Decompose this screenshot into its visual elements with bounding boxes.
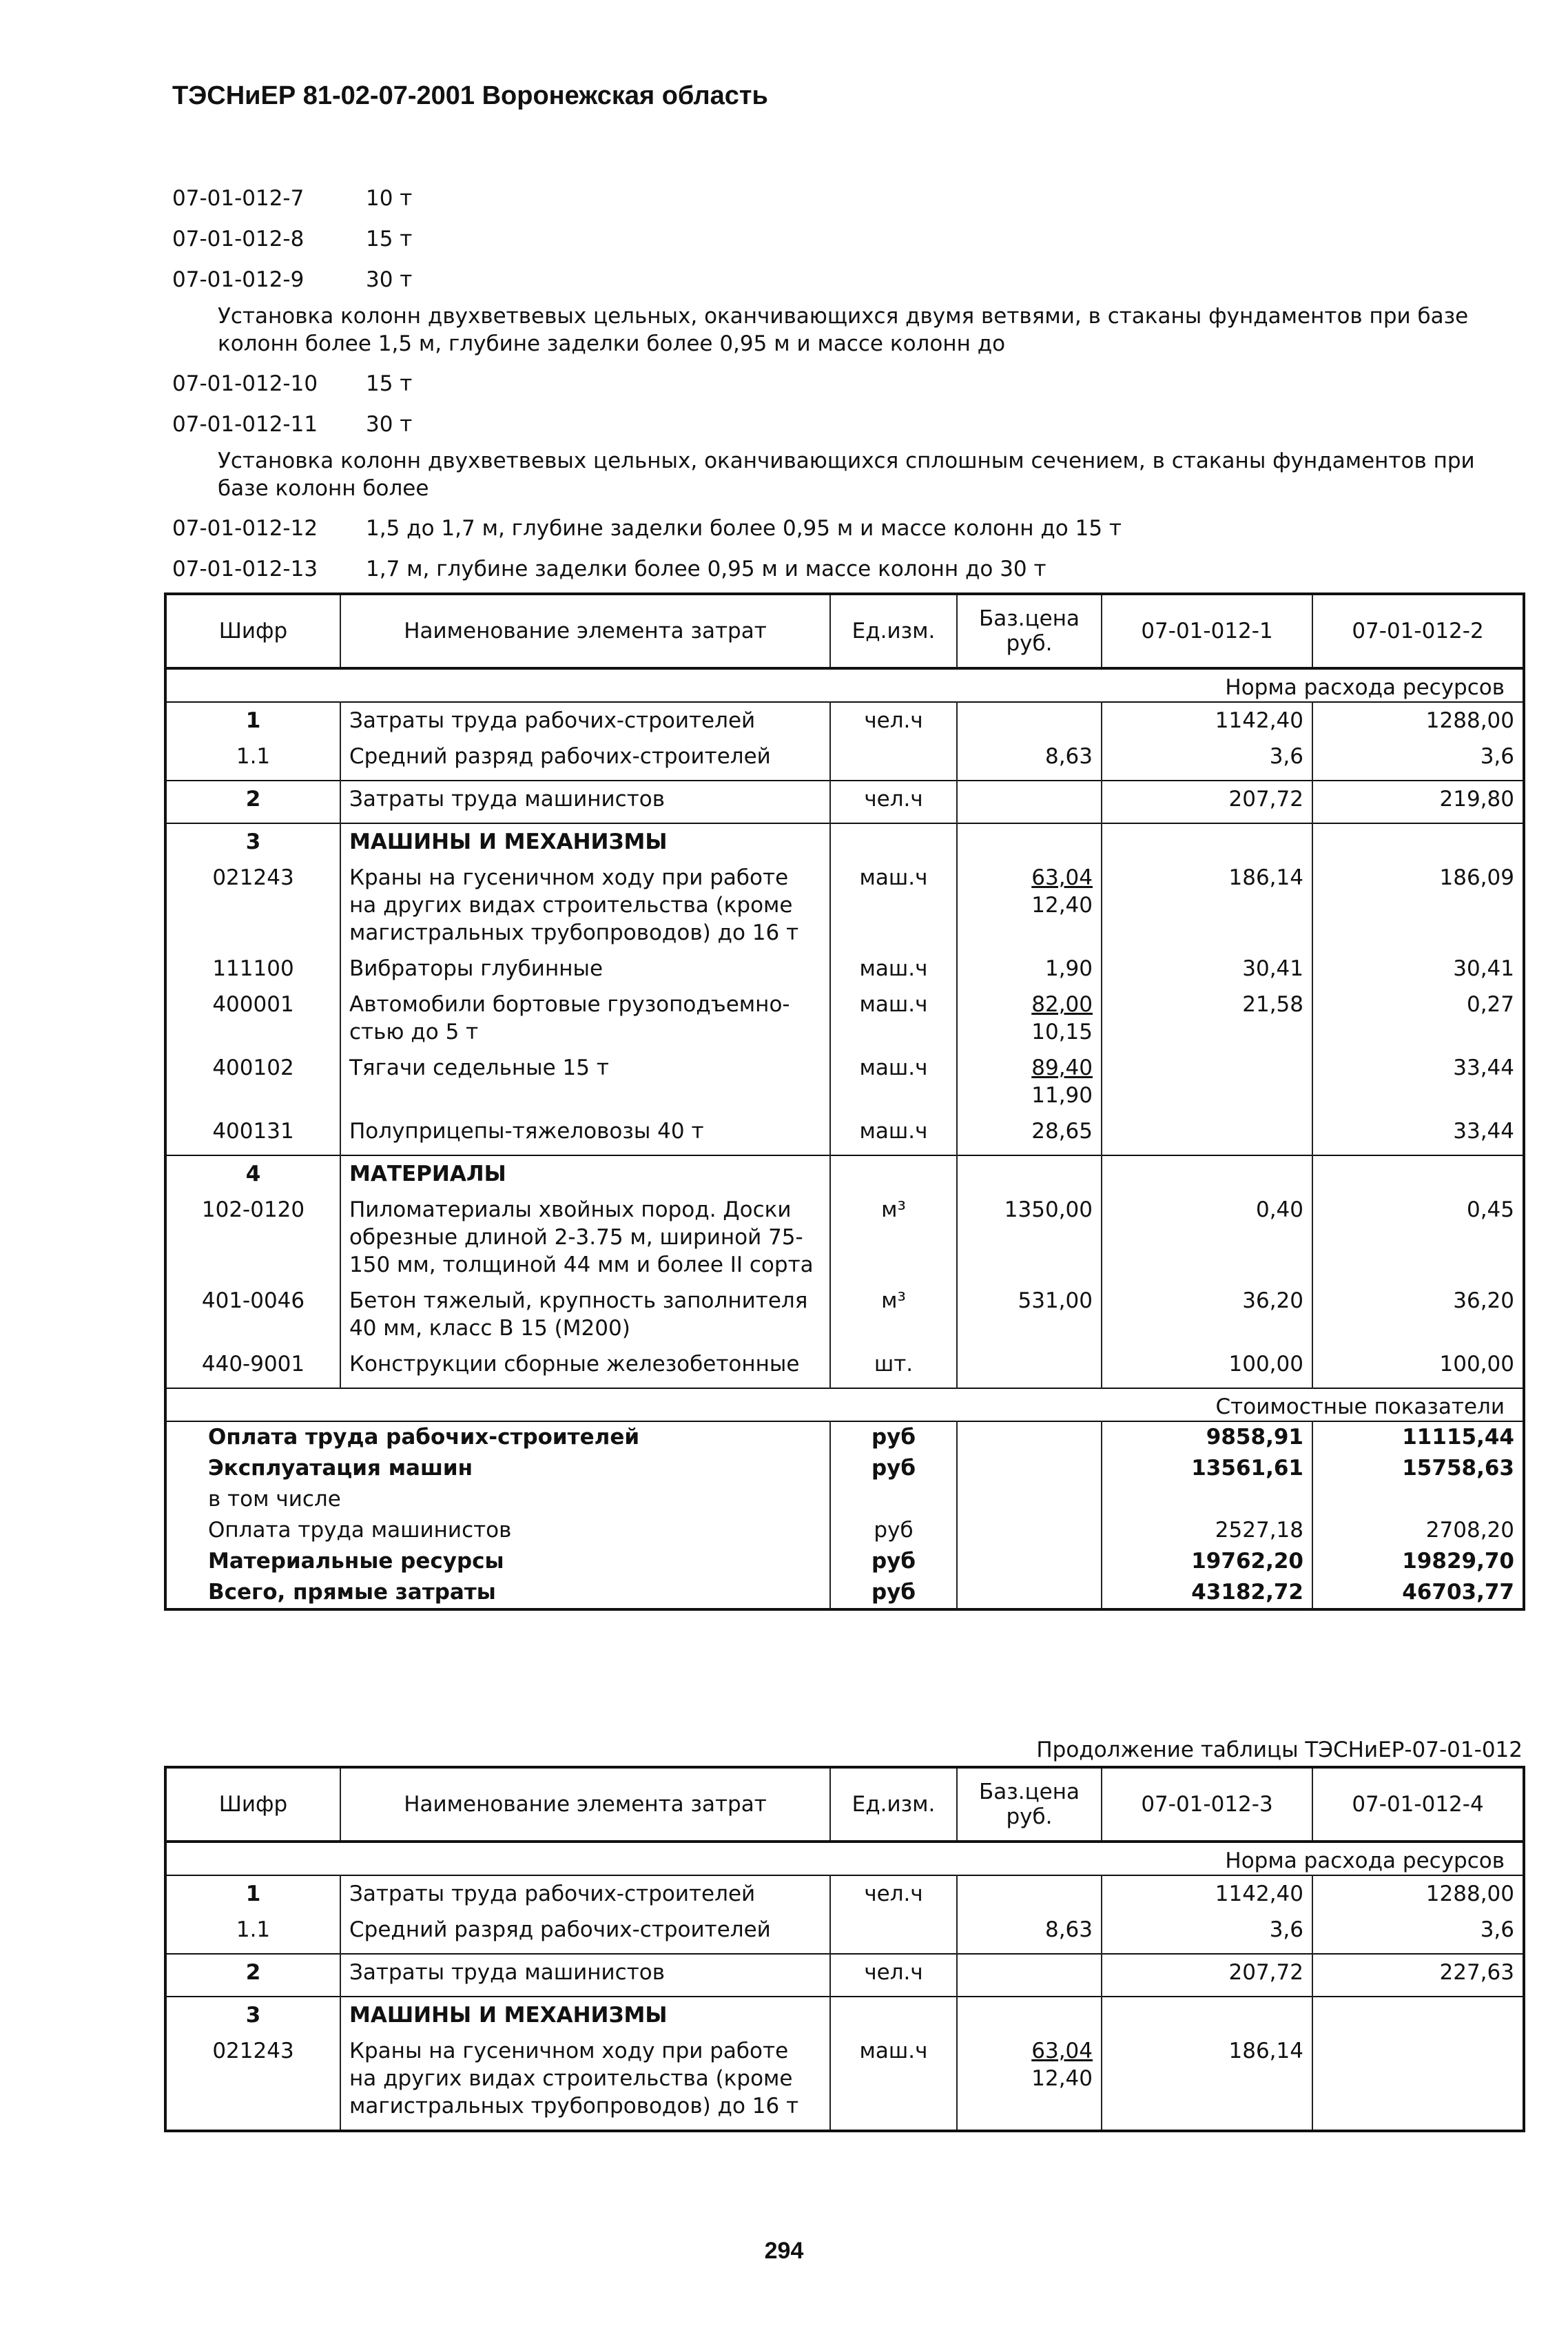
value-cell-2: 0,45 bbox=[1312, 1192, 1524, 1283]
value-cell-2 bbox=[1312, 823, 1524, 860]
value-cell-1 bbox=[1102, 823, 1312, 860]
price-value: 28,65 bbox=[1031, 1119, 1093, 1144]
name-cell: Средний разряд рабочих-строителей bbox=[340, 739, 830, 781]
summary-unit bbox=[830, 1484, 957, 1515]
header-row bbox=[165, 594, 1524, 668]
unit-cell: м³ bbox=[830, 1283, 957, 1346]
header-cell: Баз.цена руб. bbox=[957, 594, 1102, 668]
value-cell-1: 3,6 bbox=[1102, 739, 1312, 781]
price-cell bbox=[957, 951, 1102, 987]
norm-text: 15 т bbox=[366, 371, 413, 396]
value-cell-1: 36,20 bbox=[1102, 1283, 1312, 1346]
price-cell bbox=[957, 1050, 1102, 1113]
price-value: 1,90 bbox=[1044, 956, 1093, 981]
norm-code: 07-01-012-9 bbox=[172, 267, 305, 292]
code-line bbox=[172, 404, 1523, 444]
price-wage: 12,40 bbox=[1031, 2066, 1093, 2091]
unit-cell: чел.ч bbox=[830, 702, 957, 739]
header-cell: 07-01-012-4 bbox=[1312, 1767, 1524, 1842]
value-cell-2: 30,41 bbox=[1312, 951, 1524, 987]
price-value: 1350,00 bbox=[1004, 1197, 1093, 1222]
page-title: ТЭСНиЕР 81-02-07-2001 Воронежская область bbox=[172, 81, 768, 110]
value-cell-2: 100,00 bbox=[1312, 1346, 1524, 1388]
name-cell: Затраты труда рабочих-строителей bbox=[340, 1875, 830, 1912]
norm-description: Установка колонн двухветвевых цельных, оканчивающихся сплошным сечением, в стаканы фундаментов при базе колонн более bbox=[218, 449, 1475, 501]
value-cell-2: 33,44 bbox=[1312, 1050, 1524, 1113]
norm-band bbox=[165, 668, 1524, 702]
code-cell: 401-0046 bbox=[165, 1283, 340, 1346]
summary-price bbox=[957, 1484, 1102, 1515]
value-cell-2: 3,6 bbox=[1312, 739, 1524, 781]
price-value: 82,00 bbox=[1031, 992, 1093, 1017]
header-cell: Наименование элемента затрат bbox=[340, 594, 830, 668]
name-cell: Тягачи седельные 15 т bbox=[340, 1050, 830, 1113]
unit-cell: маш.ч bbox=[830, 987, 957, 1050]
table-row bbox=[165, 951, 1524, 987]
table-row bbox=[165, 1192, 1524, 1283]
value-cell-2: 219,80 bbox=[1312, 781, 1524, 823]
price-value: 63,04 bbox=[1031, 865, 1093, 890]
summary-value-1: 9858,91 bbox=[1102, 1421, 1312, 1453]
value-cell-1 bbox=[1102, 1113, 1312, 1155]
name-cell: МАТЕРИАЛЫ bbox=[340, 1155, 830, 1192]
unit-cell bbox=[830, 739, 957, 781]
price-value: 531,00 bbox=[1018, 1288, 1093, 1313]
value-cell-1: 100,00 bbox=[1102, 1346, 1312, 1388]
summary-value-2 bbox=[1312, 1484, 1524, 1515]
header-cell: 07-01-012-2 bbox=[1312, 594, 1524, 668]
value-cell-2: 3,6 bbox=[1312, 1912, 1524, 1954]
price-cell bbox=[957, 1283, 1102, 1346]
unit-cell bbox=[830, 1155, 957, 1192]
price-wage: 11,90 bbox=[1031, 1083, 1093, 1108]
table-header bbox=[165, 594, 1524, 668]
table-row bbox=[165, 823, 1524, 860]
value-cell-1: 30,41 bbox=[1102, 951, 1312, 987]
norm-description: Установка колонн двухветвевых цельных, оканчивающихся двумя ветвями, в стаканы фундаментов при базе колонн более 1,5 м, глубине заделки более 0,95 м и массе колонн до bbox=[218, 304, 1469, 356]
header-cell: 07-01-012-3 bbox=[1102, 1767, 1312, 1842]
code-cell: 111100 bbox=[165, 951, 340, 987]
price-value: 63,04 bbox=[1031, 2039, 1093, 2063]
norm-code: 07-01-012-13 bbox=[172, 556, 318, 581]
code-line bbox=[172, 218, 1523, 259]
code-line bbox=[172, 363, 1523, 404]
name-cell: Вибраторы глубинные bbox=[340, 951, 830, 987]
table-row bbox=[165, 1997, 1524, 2033]
page-number: 294 bbox=[764, 2238, 804, 2264]
table-row bbox=[165, 702, 1524, 739]
norm-text: 30 т bbox=[366, 411, 413, 437]
table-row bbox=[165, 1113, 1524, 1155]
norm-code: 07-01-012-8 bbox=[172, 226, 305, 251]
price-cell bbox=[957, 1113, 1102, 1155]
code-cell: 400001 bbox=[165, 987, 340, 1050]
summary-name: Оплата труда рабочих-строителей bbox=[165, 1421, 830, 1453]
code-cell: 440-9001 bbox=[165, 1346, 340, 1388]
resource-table-2 bbox=[164, 1766, 1525, 2132]
summary-name: в том числе bbox=[165, 1484, 830, 1515]
unit-cell: маш.ч bbox=[830, 1050, 957, 1113]
name-cell: Затраты труда рабочих-строителей bbox=[340, 702, 830, 739]
table-row bbox=[165, 1155, 1524, 1192]
value-cell-1: 1142,40 bbox=[1102, 702, 1312, 739]
table-row bbox=[165, 2033, 1524, 2131]
price-cell bbox=[957, 781, 1102, 823]
band-row bbox=[165, 668, 1524, 702]
summary-value-2: 46703,77 bbox=[1312, 1577, 1524, 1609]
summary-value-2: 2708,20 bbox=[1312, 1515, 1524, 1546]
summary-group bbox=[165, 1421, 1524, 1609]
norm-text: 15 т bbox=[366, 226, 413, 251]
summary-unit: руб bbox=[830, 1577, 957, 1609]
unit-cell: маш.ч bbox=[830, 1113, 957, 1155]
name-cell: Затраты труда машинистов bbox=[340, 781, 830, 823]
code-cell: 400102 bbox=[165, 1050, 340, 1113]
summary-row bbox=[165, 1484, 1524, 1515]
summary-price bbox=[957, 1515, 1102, 1546]
value-cell-2: 36,20 bbox=[1312, 1283, 1524, 1346]
unit-cell: чел.ч bbox=[830, 1954, 957, 1997]
name-cell: МАШИНЫ И МЕХАНИЗМЫ bbox=[340, 823, 830, 860]
price-wage: 12,40 bbox=[1031, 893, 1093, 918]
header-cell: 07-01-012-1 bbox=[1102, 594, 1312, 668]
code-cell: 3 bbox=[165, 823, 340, 860]
value-cell-2 bbox=[1312, 1155, 1524, 1192]
table-header bbox=[165, 1767, 1524, 1842]
unit-cell bbox=[830, 823, 957, 860]
name-cell: Полуприцепы-тяжеловозы 40 т bbox=[340, 1113, 830, 1155]
value-cell-1: 207,72 bbox=[1102, 781, 1312, 823]
code-cell: 021243 bbox=[165, 2033, 340, 2131]
code-cell: 1 bbox=[165, 702, 340, 739]
value-cell-2: 1288,00 bbox=[1312, 702, 1524, 739]
summary-name: Эксплуатация машин bbox=[165, 1453, 830, 1484]
value-cell-2: 0,27 bbox=[1312, 987, 1524, 1050]
norm-code: 07-01-012-7 bbox=[172, 185, 305, 211]
value-cell-2 bbox=[1312, 2033, 1524, 2131]
price-cell bbox=[957, 1997, 1102, 2033]
value-cell-1: 21,58 bbox=[1102, 987, 1312, 1050]
summary-unit: руб bbox=[830, 1453, 957, 1484]
price-value: 89,40 bbox=[1031, 1055, 1093, 1080]
summary-row bbox=[165, 1577, 1524, 1609]
code-line bbox=[172, 259, 1523, 300]
price-value: 8,63 bbox=[1044, 1917, 1093, 1942]
summary-value-2: 11115,44 bbox=[1312, 1421, 1524, 1453]
row-group bbox=[165, 1954, 1524, 1997]
price-cell bbox=[957, 1192, 1102, 1283]
header-cell: Ед.изм. bbox=[830, 1767, 957, 1842]
table-row bbox=[165, 1954, 1524, 1997]
code-cell: 1.1 bbox=[165, 1912, 340, 1954]
table-row bbox=[165, 1050, 1524, 1113]
summary-value-1 bbox=[1102, 1484, 1312, 1515]
summary-price bbox=[957, 1546, 1102, 1577]
row-group bbox=[165, 702, 1524, 781]
price-value: 8,63 bbox=[1044, 744, 1093, 769]
code-cell: 3 bbox=[165, 1997, 340, 2033]
header-row bbox=[165, 1767, 1524, 1842]
price-wage: 10,15 bbox=[1031, 1020, 1093, 1044]
norm-label: Норма расхода ресурсов bbox=[1225, 675, 1505, 700]
cost-label: Стоимостные показатели bbox=[1215, 1394, 1505, 1419]
value-cell-1: 3,6 bbox=[1102, 1912, 1312, 1954]
table-row bbox=[165, 1346, 1524, 1388]
norm-label: Норма расхода ресурсов bbox=[1225, 1848, 1505, 1873]
table-row bbox=[165, 860, 1524, 951]
summary-value-1: 43182,72 bbox=[1102, 1577, 1312, 1609]
continuation-label: Продолжение таблицы ТЭСНиЕР-07-01-012 bbox=[1036, 1738, 1523, 1762]
summary-row bbox=[165, 1421, 1524, 1453]
row-group bbox=[165, 1875, 1524, 1954]
value-cell-2: 227,63 bbox=[1312, 1954, 1524, 1997]
name-cell: Конструкции сборные железобетонные bbox=[340, 1346, 830, 1388]
band-row bbox=[165, 1388, 1524, 1421]
norm-code: 07-01-012-11 bbox=[172, 411, 318, 437]
summary-unit: руб bbox=[830, 1546, 957, 1577]
table-row bbox=[165, 987, 1524, 1050]
value-cell-1: 186,14 bbox=[1102, 860, 1312, 951]
code-line bbox=[172, 548, 1523, 589]
norm-band bbox=[165, 1842, 1524, 1875]
code-cell: 021243 bbox=[165, 860, 340, 951]
code-cell: 2 bbox=[165, 781, 340, 823]
value-cell-2 bbox=[1312, 1997, 1524, 2033]
header-cell: Ед.изм. bbox=[830, 594, 957, 668]
name-cell: МАШИНЫ И МЕХАНИЗМЫ bbox=[340, 1997, 830, 2033]
price-cell bbox=[957, 823, 1102, 860]
unit-cell: маш.ч bbox=[830, 951, 957, 987]
row-group bbox=[165, 823, 1524, 1155]
row-group bbox=[165, 1997, 1524, 2131]
value-cell-1: 0,40 bbox=[1102, 1192, 1312, 1283]
price-cell bbox=[957, 987, 1102, 1050]
norm-code: 07-01-012-12 bbox=[172, 515, 318, 541]
price-cell bbox=[957, 860, 1102, 951]
price-cell bbox=[957, 1346, 1102, 1388]
unit-cell: м³ bbox=[830, 1192, 957, 1283]
summary-price bbox=[957, 1421, 1102, 1453]
norm-text: 30 т bbox=[366, 267, 413, 292]
unit-cell: шт. bbox=[830, 1346, 957, 1388]
norm-text: 10 т bbox=[366, 185, 413, 211]
table-row bbox=[165, 1283, 1524, 1346]
price-cell bbox=[957, 1912, 1102, 1954]
value-cell-1: 1142,40 bbox=[1102, 1875, 1312, 1912]
code-cell: 400131 bbox=[165, 1113, 340, 1155]
unit-cell: чел.ч bbox=[830, 781, 957, 823]
unit-cell: маш.ч bbox=[830, 2033, 957, 2131]
table-row bbox=[165, 781, 1524, 823]
summary-row bbox=[165, 1515, 1524, 1546]
price-cell bbox=[957, 1155, 1102, 1192]
header-cell: Баз.цена руб. bbox=[957, 1767, 1102, 1842]
norm-text: 1,5 до 1,7 м, глубине заделки более 0,95 м и массе колонн до 15 т bbox=[366, 515, 1122, 541]
name-cell: Краны на гусеничном ходу при работе на других видах строительства (кроме магистральных трубопроводов) до 16 т bbox=[340, 2033, 830, 2131]
value-cell-2: 186,09 bbox=[1312, 860, 1524, 951]
code-cell: 2 bbox=[165, 1954, 340, 1997]
summary-price bbox=[957, 1577, 1102, 1609]
summary-name: Оплата труда машинистов bbox=[165, 1515, 830, 1546]
summary-price bbox=[957, 1453, 1102, 1484]
table-row bbox=[165, 739, 1524, 781]
header-cell: Наименование элемента затрат bbox=[340, 1767, 830, 1842]
unit-cell: маш.ч bbox=[830, 860, 957, 951]
summary-row bbox=[165, 1453, 1524, 1484]
price-cell bbox=[957, 1954, 1102, 1997]
unit-cell bbox=[830, 1997, 957, 2033]
price-cell bbox=[957, 702, 1102, 739]
code-cell: 1.1 bbox=[165, 739, 340, 781]
table-row bbox=[165, 1912, 1524, 1954]
summary-row bbox=[165, 1546, 1524, 1577]
value-cell-1: 207,72 bbox=[1102, 1954, 1312, 1997]
name-cell: Затраты труда машинистов bbox=[340, 1954, 830, 1997]
value-cell-1: 186,14 bbox=[1102, 2033, 1312, 2131]
value-cell-2: 1288,00 bbox=[1312, 1875, 1524, 1912]
value-cell-1 bbox=[1102, 1155, 1312, 1192]
name-cell: Пиломатериалы хвойных пород. Доски обрезные длиной 2-3.75 м, шириной 75-150 мм, толщиной 44 мм и более II сорта bbox=[340, 1192, 830, 1283]
summary-unit: руб bbox=[830, 1421, 957, 1453]
name-cell: Бетон тяжелый, крупность заполнителя 40 мм, класс В 15 (М200) bbox=[340, 1283, 830, 1346]
code-line bbox=[172, 178, 1523, 218]
value-cell-2: 33,44 bbox=[1312, 1113, 1524, 1155]
cost-band bbox=[165, 1388, 1524, 1421]
unit-cell: чел.ч bbox=[830, 1875, 957, 1912]
summary-value-1: 13561,61 bbox=[1102, 1453, 1312, 1484]
header-cell: Шифр bbox=[165, 1767, 340, 1842]
summary-value-2: 15758,63 bbox=[1312, 1453, 1524, 1484]
value-cell-1 bbox=[1102, 1050, 1312, 1113]
price-cell bbox=[957, 2033, 1102, 2131]
row-group bbox=[165, 781, 1524, 823]
intro-list bbox=[172, 178, 1523, 589]
code-line bbox=[172, 508, 1523, 548]
summary-name: Материальные ресурсы bbox=[165, 1546, 830, 1577]
code-cell: 102-0120 bbox=[165, 1192, 340, 1283]
summary-value-1: 2527,18 bbox=[1102, 1515, 1312, 1546]
name-cell: Автомобили бортовые грузоподъемно-стью до 5 т bbox=[340, 987, 830, 1050]
band-row bbox=[165, 1842, 1524, 1875]
code-cell: 4 bbox=[165, 1155, 340, 1192]
name-cell: Краны на гусеничном ходу при работе на других видах строительства (кроме магистральных трубопроводов) до 16 т bbox=[340, 860, 830, 951]
resource-table-1 bbox=[164, 592, 1525, 1611]
norm-text: 1,7 м, глубине заделки более 0,95 м и массе колонн до 30 т bbox=[366, 556, 1046, 581]
norm-code: 07-01-012-10 bbox=[172, 371, 318, 396]
price-cell bbox=[957, 739, 1102, 781]
table-row bbox=[165, 1875, 1524, 1912]
unit-cell bbox=[830, 1912, 957, 1954]
summary-value-1: 19762,20 bbox=[1102, 1546, 1312, 1577]
row-group bbox=[165, 1155, 1524, 1388]
value-cell-1 bbox=[1102, 1997, 1312, 2033]
summary-name: Всего, прямые затраты bbox=[165, 1577, 830, 1609]
name-cell: Средний разряд рабочих-строителей bbox=[340, 1912, 830, 1954]
code-cell: 1 bbox=[165, 1875, 340, 1912]
header-cell: Шифр bbox=[165, 594, 340, 668]
summary-value-2: 19829,70 bbox=[1312, 1546, 1524, 1577]
price-cell bbox=[957, 1875, 1102, 1912]
summary-unit: руб bbox=[830, 1515, 957, 1546]
